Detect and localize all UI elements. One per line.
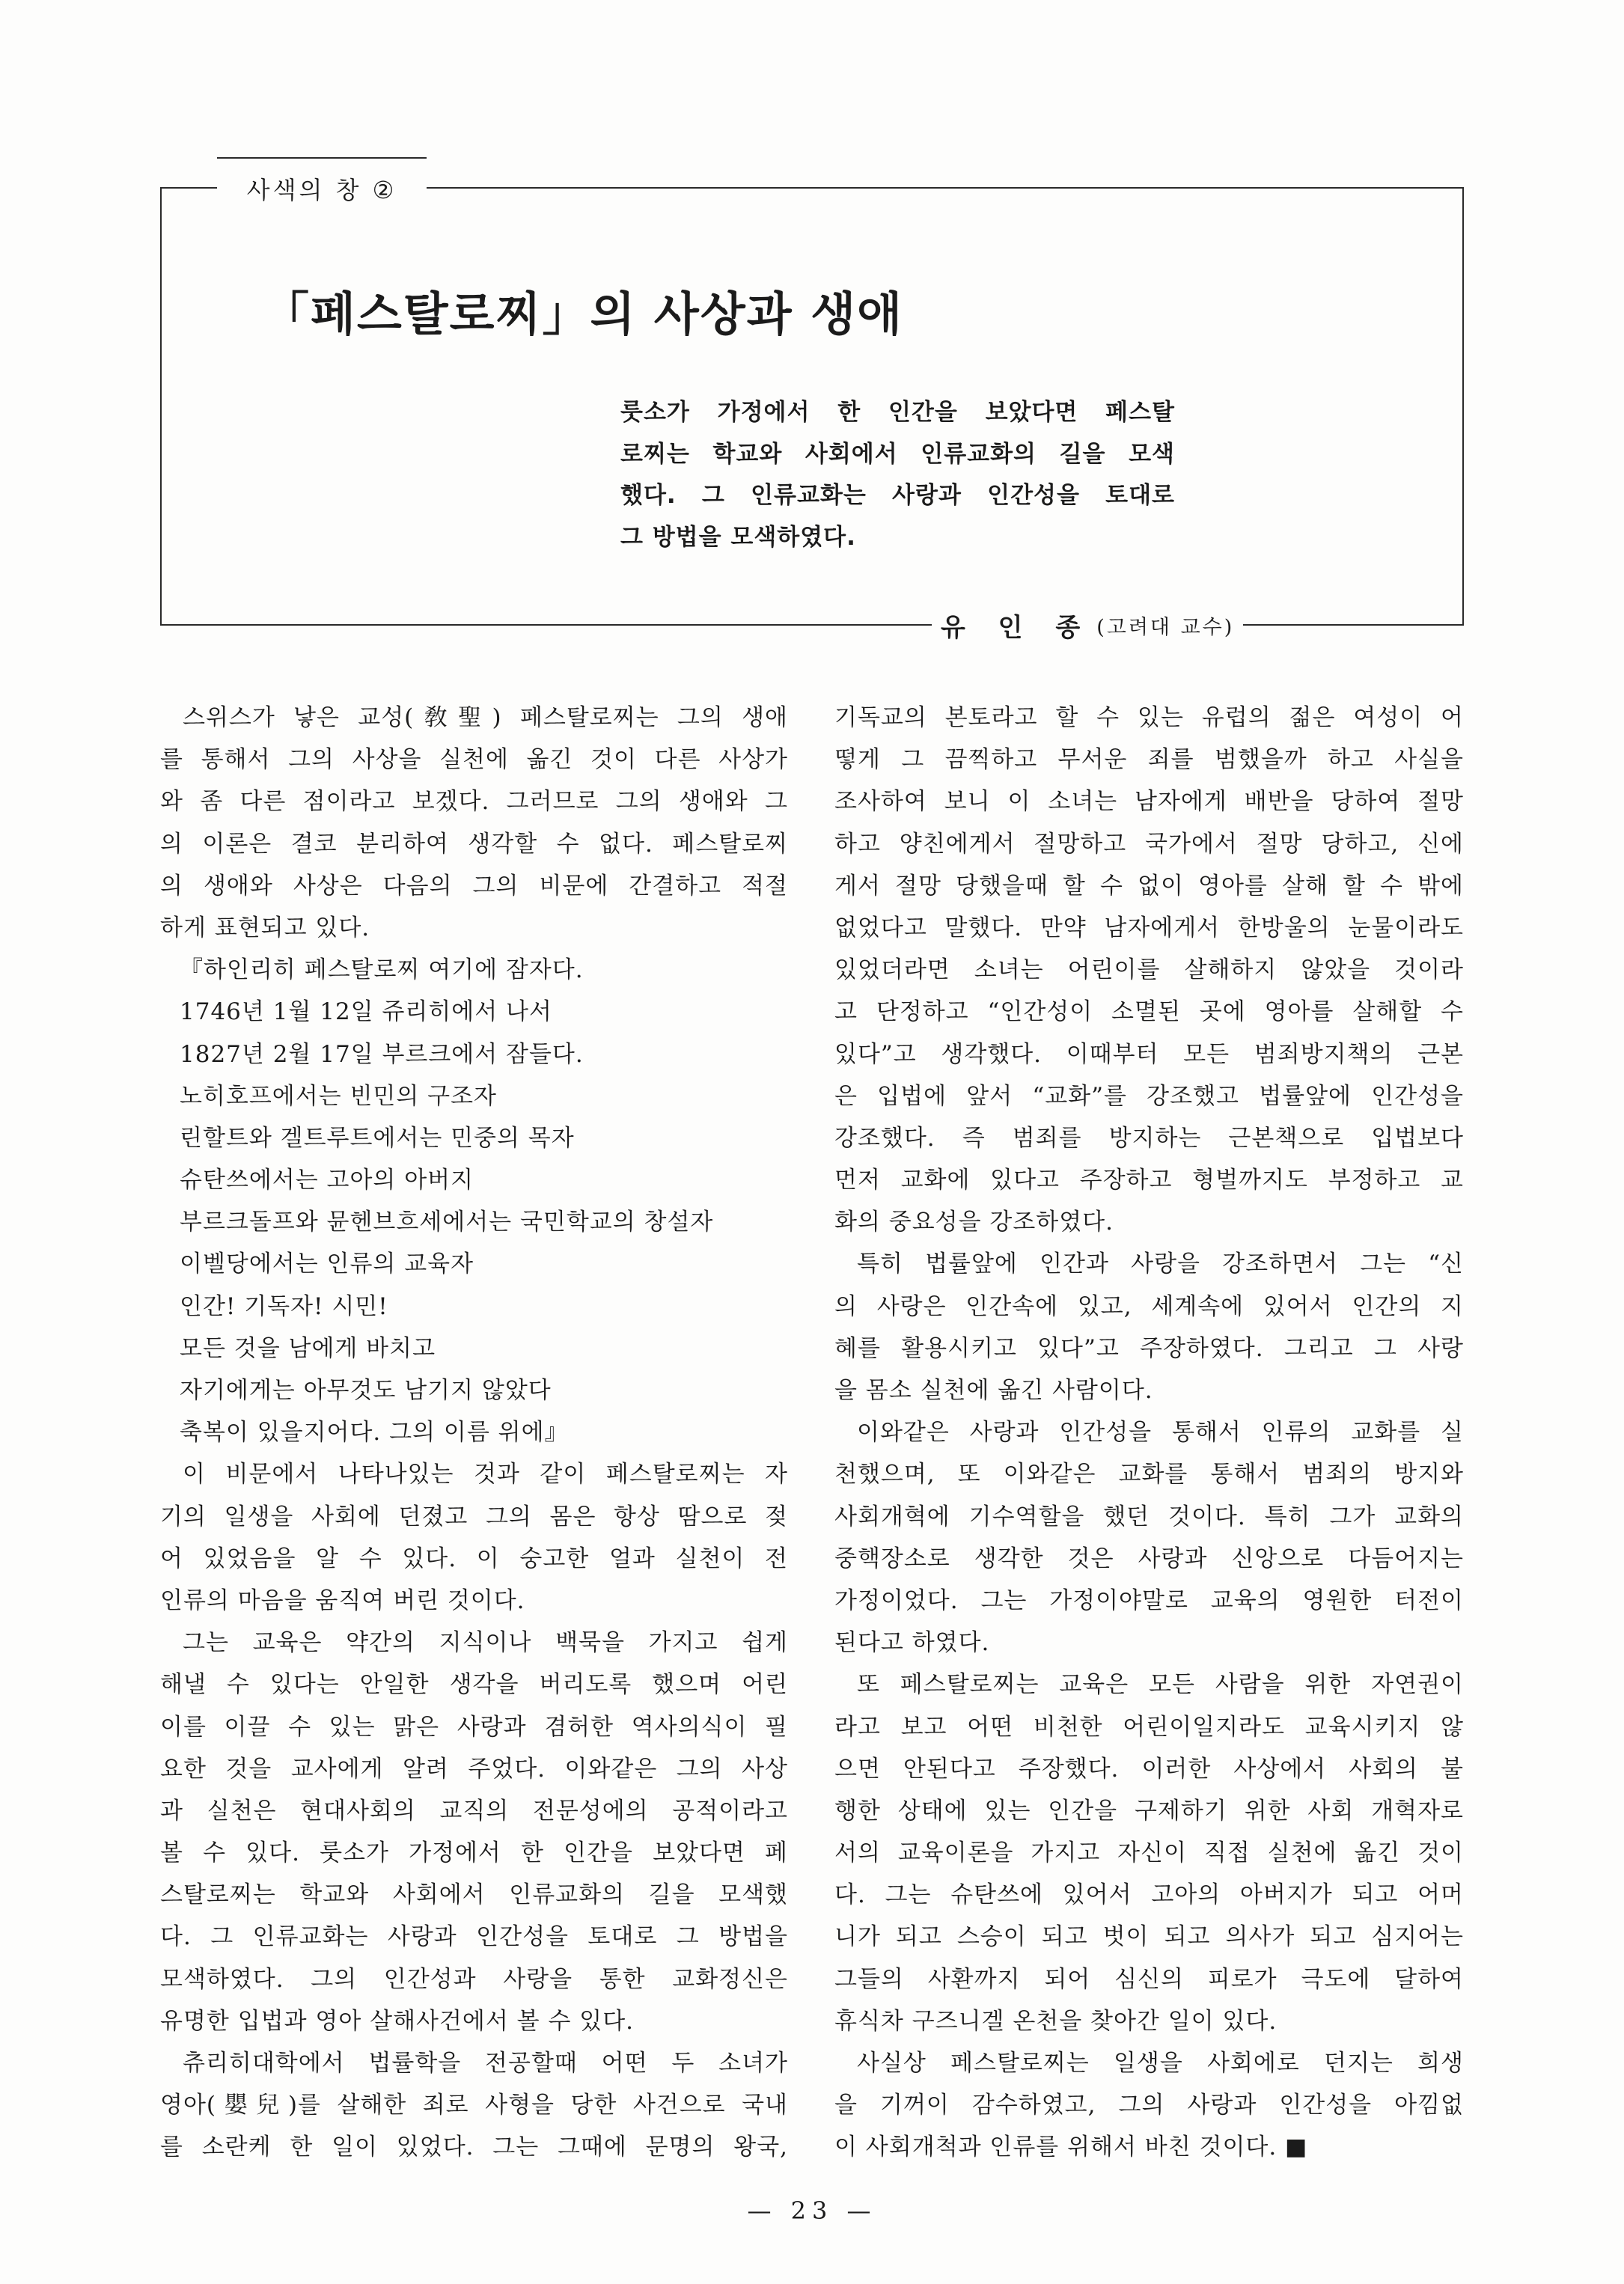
text-line: 가정이었다. 그는 가정이야말로 교육의 영원한 터전이: [834, 1587, 1464, 1614]
text-line: 있다”고 생각했다. 이때부터 모든 범죄방지책의 근본: [834, 1040, 1464, 1068]
verse-line: 1746년 1월 12일 쥬리히에서 나서: [180, 998, 552, 1026]
text-line: 화의 중요성을 강조하였다.: [834, 1209, 1114, 1236]
text-line: 라고 보고 어떤 비천한 어린이일지라도 교육시키지 않: [834, 1713, 1464, 1741]
text-line: 다. 그 인류교화는 사랑과 인간성을 토대로 그 방법을: [160, 1923, 788, 1951]
text-line: 사실상 페스탈로찌는 일생을 사회에로 던지는 희생: [857, 2050, 1464, 2077]
text-line: 또 페스탈로찌는 교육은 모든 사람을 위한 자연권이: [857, 1671, 1464, 1699]
text-line: 이 비문에서 나타나있는 것과 같이 페스탈로찌는 자: [183, 1461, 788, 1488]
text-line: 영아(嬰兒)를 살해한 죄로 사형을 당한 사건으로 국내: [160, 2092, 788, 2119]
text-line: 먼저 교화에 있다고 주장하고 형벌까지도 부정하고 교: [834, 1167, 1464, 1194]
verse-line: 노히호프에서는 빈민의 구조자: [180, 1082, 498, 1110]
text-line: 고 단정하고 “인간성이 소멸된 곳에 영아를 살해할 수: [834, 998, 1464, 1026]
text-line: 을 몸소 실천에 옮긴 사람이다.: [834, 1377, 1153, 1404]
text-line: 사회개혁에 기수역할을 했던 것이다. 특히 그가 교화의: [834, 1503, 1464, 1530]
text-line: 조사하여 보니 이 소녀는 남자에게 배반을 당하여 절망: [834, 788, 1464, 816]
text-line: 인류의 마음을 움직여 버린 것이다.: [160, 1587, 525, 1614]
verse-line: 축복이 있을지어다. 그의 이름 위에』: [180, 1419, 569, 1447]
paragraph: [834, 2042, 1464, 2169]
paragraph: [834, 1664, 1464, 2042]
paragraph: [834, 1411, 1464, 1664]
text-line: 게서 절망 당했을때 할 수 없이 영아를 살해 할 수 밖에: [834, 872, 1464, 900]
author-byline: [932, 605, 1243, 645]
text-line: 니가 되고 스승이 되고 벗이 되고 의사가 되고 심지어는: [834, 1923, 1464, 1951]
lead-line: 로찌는 학교와 사회에서 인류교화의 길을 모색: [620, 440, 1175, 468]
text-line: 하고 양친에게서 절망하고 국가에서 절망 당하고, 신에: [834, 830, 1464, 858]
text-line: 볼 수 있다. 룻소가 가정에서 한 인간을 보았다면 페: [160, 1839, 788, 1867]
text-line: 서의 교육이론을 가지고 자신이 직접 실천에 옮긴 것이: [834, 1839, 1464, 1867]
text-line: 와 좀 다른 점이라고 보겠다. 그러므로 그의 생애와 그: [160, 788, 788, 816]
text-line: 천했으며, 또 이와같은 교화를 통해서 범죄의 방지와: [834, 1461, 1464, 1488]
left-text-column: [160, 697, 788, 2169]
text-line: 해낼 수 있다는 안일한 생각을 버리도록 했으며 어린: [160, 1671, 788, 1699]
paragraph: [160, 2042, 788, 2169]
text-line: 유명한 입법과 영아 살해사건에서 볼 수 있다.: [160, 2007, 635, 2035]
paragraph: [160, 1453, 788, 1622]
lead-paragraph: [620, 392, 1175, 558]
paragraph: [160, 697, 788, 949]
text-line: 의 이론은 결코 분리하여 생각할 수 없다. 페스탈로찌: [160, 830, 788, 858]
text-line: 츄리히대학에서 법률학을 전공할때 어떤 두 소녀가: [183, 2050, 788, 2077]
text-line: 스탈로찌는 학교와 사회에서 인류교화의 길을 모색했: [160, 1881, 788, 1909]
verse-line: 이벨당에서는 인류의 교육자: [180, 1251, 474, 1278]
text-line: 이와같은 사랑과 인간성을 통해서 인류의 교화를 실: [857, 1419, 1464, 1447]
paragraph: [160, 1622, 788, 2042]
text-line: 의 사랑은 인간속에 있고, 세계속에 있어서 인간의 지: [834, 1292, 1464, 1320]
text-line: 으면 안된다고 주장했다. 이러한 사상에서 사회의 불: [834, 1755, 1464, 1783]
verse-line: 모든 것을 남에게 바치고: [180, 1334, 436, 1362]
verse-line: 린할트와 겔트루트에서는 민중의 목자: [180, 1124, 575, 1152]
lead-line: 룻소가 가정에서 한 인간을 보았다면 페스탈: [620, 399, 1175, 426]
text-line: 스위스가 낳은 교성(敎聖) 페스탈로찌는 그의 생애: [183, 704, 788, 731]
text-line: 그들의 사환까지 되어 심신의 피로가 극도에 달하여: [834, 1965, 1464, 1993]
text-line: 를 통해서 그의 사상을 실천에 옮긴 것이 다른 사상가: [160, 746, 788, 774]
text-line: 어 있었음을 알 수 있다. 이 숭고한 얼과 실천이 전: [160, 1545, 788, 1572]
text-line: 이를 이끌 수 있는 맑은 사랑과 겸허한 역사의식이 필: [160, 1713, 788, 1741]
paragraph: [834, 1243, 1464, 1411]
right-text-column: [834, 697, 1464, 2169]
text-line: 된다고 하였다.: [834, 1629, 990, 1657]
verse-line: 슈탄쓰에서는 고아의 아버지: [180, 1167, 474, 1194]
text-line: 있었더라면 소녀는 어린이를 살해하지 않았을 것이라: [834, 956, 1464, 984]
verse-line: 인간! 기독자! 시민!: [180, 1292, 388, 1320]
text-line: 을 기꺼이 감수하였고, 그의 사랑과 인간성을 아낌없: [834, 2092, 1464, 2119]
lead-line: 그 방법을 모색하였다.: [620, 523, 856, 551]
text-line: 를 소란케 한 일이 있었다. 그는 그때에 문명의 왕국,: [160, 2134, 788, 2161]
text-line: 그는 교육은 약간의 지식이나 백묵을 가지고 쉽게: [183, 1629, 788, 1657]
paragraph: [834, 697, 1464, 1243]
text-line: 기독교의 본토라고 할 수 있는 유럽의 젊은 여성이 어: [834, 704, 1464, 731]
verse-line: 부르크돌프와 뮨헨브흐세에서는 국민학교의 창설자: [180, 1209, 714, 1236]
series-label: 사색의 창 ②: [217, 157, 427, 219]
verse-line: 자기에게는 아무것도 남기지 않았다: [180, 1377, 552, 1404]
text-line: 기의 일생을 사회에 던졌고 그의 몸은 항상 땀으로 젖: [160, 1503, 788, 1530]
verse-line: 『하인리히 페스탈로찌 여기에 잠자다.: [180, 956, 584, 984]
text-line: 의 생애와 사상은 다음의 그의 비문에 간결하고 적절: [160, 872, 788, 900]
text-line: 특히 법률앞에 인간과 사랑을 강조하면서 그는 “신: [857, 1251, 1464, 1278]
text-line: 혜를 활용시키고 있다”고 주장하였다. 그리고 그 사랑: [834, 1334, 1464, 1362]
text-line: 중핵장소로 생각한 것은 사랑과 신앙으로 다듬어지는: [834, 1545, 1464, 1572]
text-line: 은 입법에 앞서 “교화”를 강조했고 법률앞에 인간성을: [834, 1082, 1464, 1110]
text-line: 과 실천은 현대사회의 교직의 전문성에의 공적이라고: [160, 1797, 788, 1825]
text-line: 휴식차 구즈니겔 온천을 찾아간 일이 있다.: [834, 2007, 1277, 2035]
article-title: 「페스탈로찌」의 사상과 생애: [263, 287, 903, 341]
text-line: 강조했다. 즉 범죄를 방지하는 근본책으로 입법보다: [834, 1124, 1464, 1152]
lead-line: 했다. 그 인류교화는 사랑과 인간성을 토대로: [620, 482, 1175, 509]
text-line: 모색하였다. 그의 인간성과 사랑을 통한 교화정신은: [160, 1965, 788, 1993]
text-line: 행한 상태에 있는 인간을 구제하기 위한 사회 개혁자로: [834, 1797, 1464, 1825]
text-line: 요한 것을 교사에게 알려 주었다. 이와같은 그의 사상: [160, 1755, 788, 1783]
text-line: 없었다고 말했다. 만약 남자에게서 한방울의 눈물이라도: [834, 914, 1464, 941]
text-line: 하게 표현되고 있다.: [160, 914, 370, 941]
author-affiliation: (고려대 교수): [1096, 615, 1235, 639]
text-line: 다. 그는 슈탄쓰에 있어서 고아의 아버지가 되고 어머: [834, 1881, 1464, 1909]
verse-line: 1827년 2월 17일 부르크에서 잠들다.: [180, 1040, 584, 1068]
epitaph-verse: [160, 949, 788, 1453]
page-number: — 23 —: [747, 2196, 877, 2225]
text-line: 이 사회개척과 인류를 위해서 바친 것이다. ■: [834, 2134, 1308, 2161]
author-name: 유 인 종: [941, 612, 1093, 643]
text-line: 떻게 그 끔찍하고 무서운 죄를 범했을까 하고 사실을: [834, 746, 1464, 774]
